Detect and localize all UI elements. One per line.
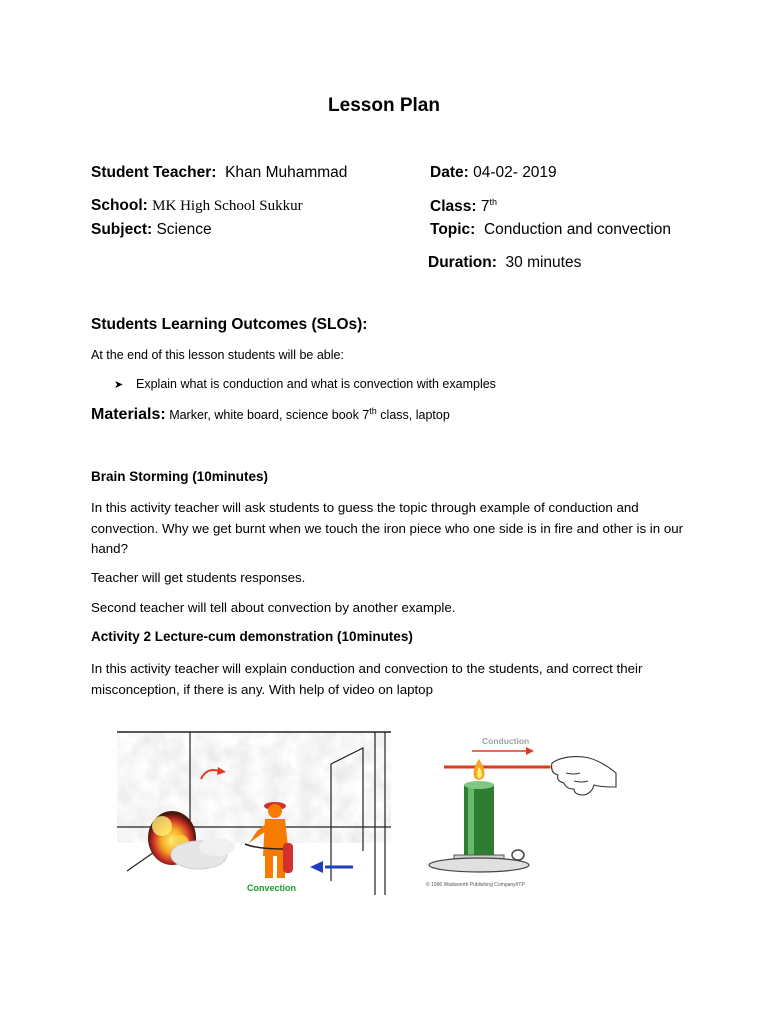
school-field bbox=[91, 197, 303, 215]
topic-label: Topic: bbox=[430, 221, 476, 238]
materials-line bbox=[91, 406, 450, 424]
class-field bbox=[430, 197, 497, 216]
slos-intro: At the end of this lesson students will be able: bbox=[91, 348, 344, 362]
conduction-label: Conduction bbox=[482, 736, 530, 746]
materials-text: Marker, white board, science book 7 bbox=[169, 408, 370, 423]
school-label: School: bbox=[91, 197, 148, 214]
candle-icon bbox=[464, 781, 494, 857]
activity2-paragraph: In this activity teacher will explain conduction and convection to the students, and correct their misconception, if there is any. With help of video on laptop bbox=[91, 661, 643, 697]
subject-label: Subject: bbox=[91, 221, 153, 238]
slos-heading: Students Learning Outcomes (SLOs): bbox=[91, 316, 368, 333]
duration-field bbox=[428, 254, 581, 272]
slos-bullet bbox=[114, 377, 496, 391]
date-field bbox=[430, 164, 557, 182]
student-teacher-field bbox=[91, 164, 347, 182]
duration-label: Duration: bbox=[428, 254, 497, 271]
convection-label: Convection bbox=[247, 883, 297, 893]
class-label: Class: bbox=[430, 198, 477, 216]
topic-field bbox=[430, 221, 671, 239]
class-superscript: th bbox=[489, 197, 497, 207]
slos-bullet-text: Explain what is conduction and what is convection with examples bbox=[136, 377, 496, 391]
topic-value: Conduction and convection bbox=[483, 221, 671, 238]
materials-superscript: th bbox=[369, 406, 377, 416]
convection-illustration bbox=[117, 731, 391, 895]
subject-value: Science bbox=[156, 221, 212, 238]
brainstorm-paragraph-2: Teacher will get students responses. bbox=[91, 570, 306, 585]
date-label: Date: bbox=[430, 164, 469, 181]
student-teacher-value: Khan Muhammad bbox=[225, 164, 348, 181]
brainstorm-heading: Brain Storming (10minutes) bbox=[91, 469, 269, 484]
image-credit: © 1996 Wadsworth Publishing Company/ITP bbox=[426, 882, 525, 888]
brainstorm-paragraph-3: Second teacher will tell about convection by another example. bbox=[91, 600, 456, 615]
date-value: 04-02- 2019 bbox=[473, 164, 557, 181]
brainstorm-paragraph-1: In this activity teacher will ask students to guess the topic through example of conduction and convection. Why we get burnt when we touch the iron piece who one side is in fire and other is in our hand? bbox=[91, 500, 684, 556]
class-value: 7 bbox=[480, 198, 490, 216]
materials-text-end: class, laptop bbox=[376, 408, 450, 423]
school-value: MK High School Sukkur bbox=[152, 198, 303, 214]
activity2-heading: Activity 2 Lecture-cum demonstration (10minutes) bbox=[91, 629, 413, 644]
materials-label: Materials: bbox=[91, 406, 166, 424]
student-teacher-label: Student Teacher: bbox=[91, 164, 217, 181]
page-title: Lesson Plan bbox=[328, 95, 440, 116]
arrow-bullet-icon: ➤ bbox=[114, 379, 124, 391]
conduction-illustration bbox=[424, 733, 620, 891]
duration-value: 30 minutes bbox=[505, 254, 582, 271]
subject-field bbox=[91, 221, 212, 239]
